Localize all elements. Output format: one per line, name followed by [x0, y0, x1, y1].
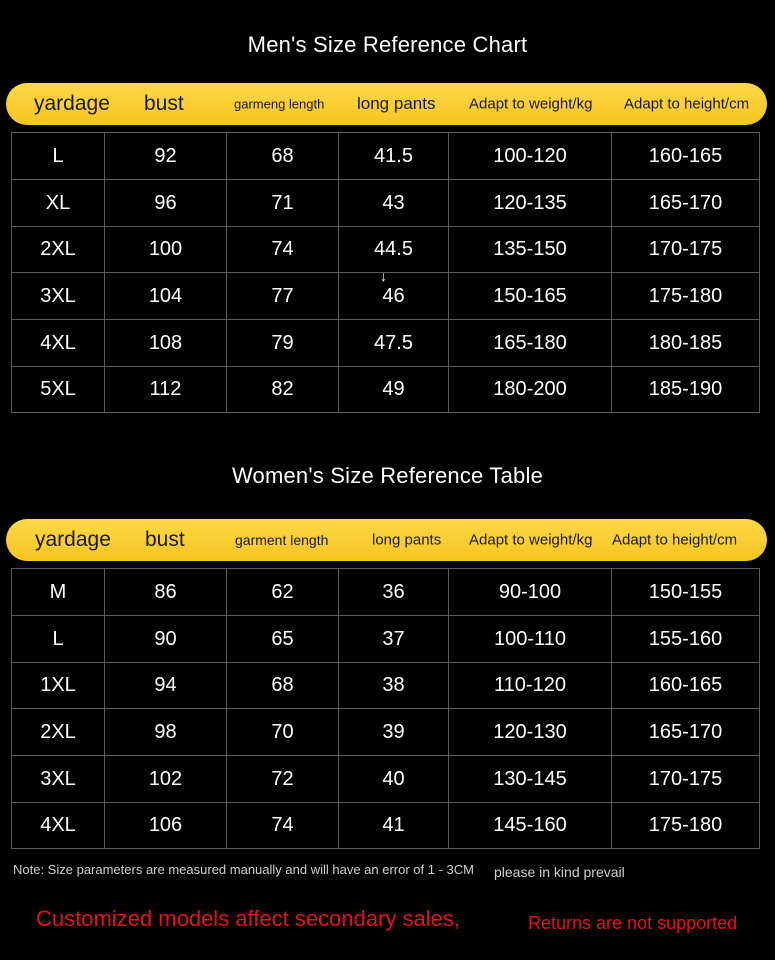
men-header-bar [6, 83, 767, 125]
table-cell: 165-170 [612, 709, 760, 756]
men-header-weight: Adapt to weight/kg [469, 95, 593, 113]
returns-warning: Returns are not supported [528, 913, 738, 933]
table-cell: 46 [339, 273, 449, 320]
table-cell: 112 [105, 367, 227, 413]
table-cell: 104 [105, 273, 227, 320]
table-cell: L [12, 616, 105, 663]
table-row [12, 367, 760, 413]
table-cell: 3XL [12, 273, 105, 320]
table-cell: 102 [105, 756, 227, 803]
table-row [12, 320, 760, 367]
measurement-note-tail: please in kind prevail [494, 864, 625, 880]
table-cell: M [12, 569, 105, 616]
table-cell: 1XL [12, 663, 105, 709]
table-cell: 110-120 [449, 663, 612, 709]
table-cell: 74 [227, 803, 339, 849]
women-header-height: Adapt to height/cm [612, 531, 738, 549]
table-cell: 39 [339, 709, 449, 756]
table-cell: 82 [227, 367, 339, 413]
women-header-bar [6, 519, 767, 561]
table-cell: 65 [227, 616, 339, 663]
table-cell: 43 [339, 180, 449, 227]
table-cell: 3XL [12, 756, 105, 803]
table-cell: 120-135 [449, 180, 612, 227]
table-cell: 160-165 [612, 663, 760, 709]
table-row [12, 180, 760, 227]
table-cell: 100-110 [449, 616, 612, 663]
table-cell: 185-190 [612, 367, 760, 413]
table-cell: 92 [105, 133, 227, 180]
table-row [12, 756, 760, 803]
table-cell: 106 [105, 803, 227, 849]
table-cell: 145-160 [449, 803, 612, 849]
table-cell: 150-155 [612, 569, 760, 616]
table-cell: 90 [105, 616, 227, 663]
table-cell: 62 [227, 569, 339, 616]
table-cell: 175-180 [612, 273, 760, 320]
table-cell: 100-120 [449, 133, 612, 180]
table-cell: 165-180 [449, 320, 612, 367]
men-header-yardage: yardage [34, 92, 110, 115]
table-cell: 155-160 [612, 616, 760, 663]
table-row [12, 663, 760, 709]
table-cell: 77 [227, 273, 339, 320]
table-cell: 135-150 [449, 227, 612, 273]
table-cell: 4XL [12, 803, 105, 849]
table-cell: XL [12, 180, 105, 227]
table-cell: 68 [227, 133, 339, 180]
table-cell: 86 [105, 569, 227, 616]
down-arrow-icon: ↓ [380, 268, 387, 284]
table-cell: 130-145 [449, 756, 612, 803]
table-cell: 74 [227, 227, 339, 273]
men-chart-title: Men's Size Reference Chart [247, 32, 528, 57]
table-cell: 120-130 [449, 709, 612, 756]
table-cell: 70 [227, 709, 339, 756]
custom-models-warning: Customized models affect secondary sales, [36, 906, 460, 931]
table-cell: L [12, 133, 105, 180]
table-cell: 68 [227, 663, 339, 709]
table-cell: 108 [105, 320, 227, 367]
men-header-long-pants: long pants [357, 94, 436, 113]
measurement-note: Note: Size parameters are measured manually and will have an error of 1 - 3CM [13, 862, 474, 877]
table-cell: 96 [105, 180, 227, 227]
table-cell: 71 [227, 180, 339, 227]
table-row [12, 569, 760, 616]
table-row [12, 803, 760, 849]
table-row [12, 227, 760, 273]
table-cell: 38 [339, 663, 449, 709]
table-cell: 40 [339, 756, 449, 803]
table-cell: 2XL [12, 227, 105, 273]
women-header-garment-length: garment length [235, 532, 329, 548]
women-header-bust: bust [145, 528, 185, 551]
table-cell: 90-100 [449, 569, 612, 616]
table-cell: 94 [105, 663, 227, 709]
table-cell: 41 [339, 803, 449, 849]
table-cell: 175-180 [612, 803, 760, 849]
women-size-table [11, 568, 760, 849]
table-cell: 165-170 [612, 180, 760, 227]
table-cell: 47.5 [339, 320, 449, 367]
table-cell: 41.5 [339, 133, 449, 180]
table-row [12, 133, 760, 180]
men-header-height: Adapt to height/cm [624, 95, 750, 113]
table-cell: 79 [227, 320, 339, 367]
table-cell: 37 [339, 616, 449, 663]
table-cell: 150-165 [449, 273, 612, 320]
table-cell: 160-165 [612, 133, 760, 180]
women-chart-title: Women's Size Reference Table [231, 463, 544, 488]
table-cell: 36 [339, 569, 449, 616]
table-cell: 2XL [12, 709, 105, 756]
table-cell: 180-200 [449, 367, 612, 413]
table-cell: 98 [105, 709, 227, 756]
men-header-garment-length: garmeng length [234, 96, 325, 112]
table-row [12, 616, 760, 663]
table-cell: 44.5 [339, 227, 449, 273]
women-header-long-pants: long pants [372, 531, 442, 549]
table-cell: 4XL [12, 320, 105, 367]
women-header-yardage: yardage [35, 528, 111, 551]
table-cell: 49 [339, 367, 449, 413]
women-header-weight: Adapt to weight/kg [469, 531, 593, 549]
table-cell: 72 [227, 756, 339, 803]
men-header-bust: bust [144, 92, 184, 115]
table-cell: 170-175 [612, 756, 760, 803]
table-cell: 170-175 [612, 227, 760, 273]
table-cell: 180-185 [612, 320, 760, 367]
table-cell: 100 [105, 227, 227, 273]
table-row [12, 709, 760, 756]
table-cell: 5XL [12, 367, 105, 413]
